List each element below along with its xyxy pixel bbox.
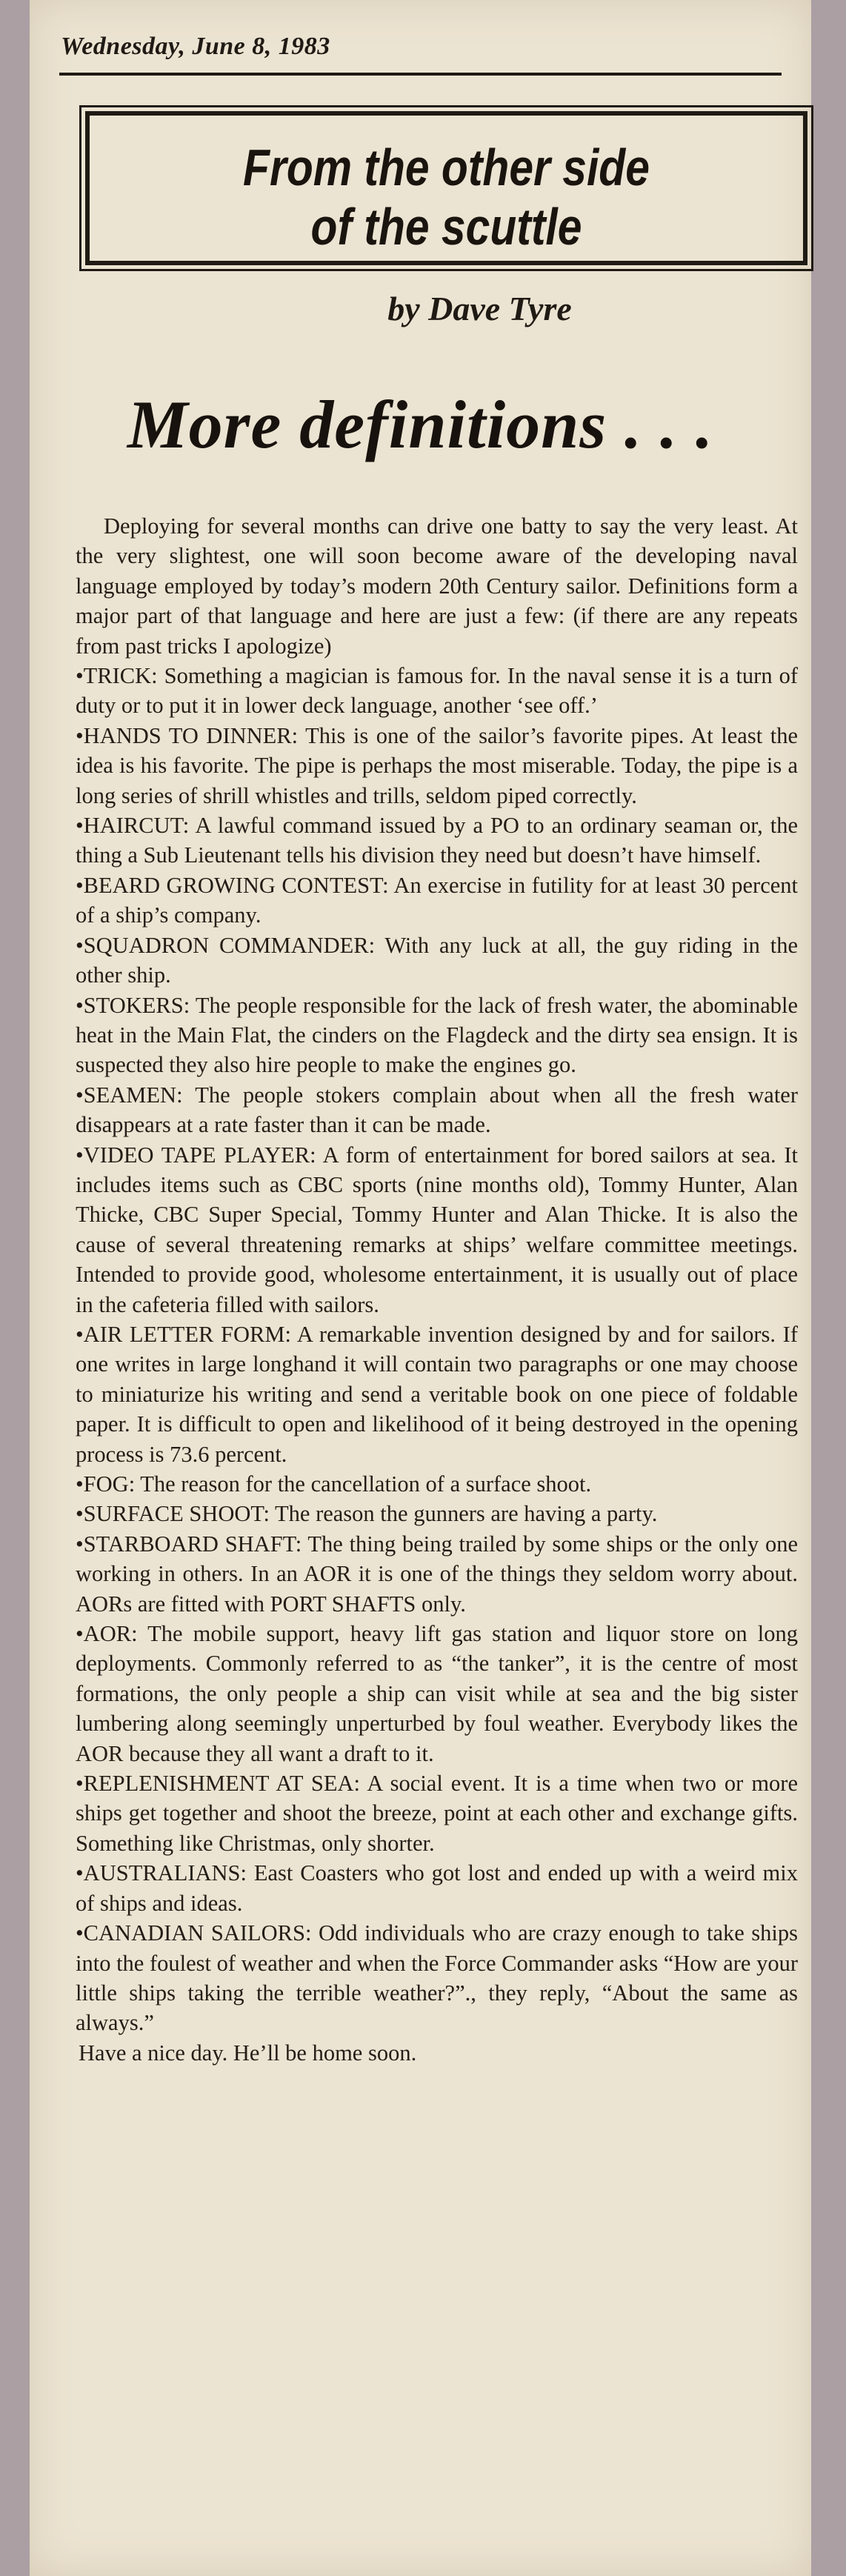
- definition-trick: •TRICK: Something a magician is famous for. In the naval sense it is a turn of duty or to put it in lower deck language, another ‘see off.’: [76, 663, 798, 719]
- newspaper-clipping: [30, 0, 811, 2576]
- definition-aor: •AOR: The mobile support, heavy lift gas station and liquor store on long deployments. Commonly referred to as “the tanker”, it is the centre of most formations, the only people a ship can visit while at sea and the big sister lumbering along seemingly unperturbed by foul weather. Everybody likes the AOR because they all want a draft to it.: [76, 1621, 798, 1766]
- definition-beard-growing-contest: •BEARD GROWING CONTEST: An exercise in futility for at least 30 percent of a ship’s company.: [76, 872, 798, 928]
- definition-starboard-shaft: •STARBOARD SHAFT: The thing being trailed by some ships or the only one working in others. In an AOR it is one of the things they seldom worry about. AORs are fitted with PORT SHAFTS only.: [76, 1531, 798, 1617]
- definition-stokers: •STOKERS: The people responsible for the lack of fresh water, the abominable heat in the Main Flat, the cinders on the Flagdeck and the dirty sea ensign. It is suspected they also hire people to make the engines go.: [76, 992, 798, 1078]
- definition-seamen: •SEAMEN: The people stokers complain about when all the fresh water disappears at a rate faster than it can be made.: [76, 1082, 798, 1138]
- definition-australians: •AUSTRALIANS: East Coasters who got lost and ended up with a weird mix of ships and ideas.: [76, 1860, 798, 1916]
- intro-paragraph: Deploying for several months can drive one batty to say the very least. At the very slightest, one will soon become aware of the developing naval language employed by today’s modern 20th Century sailor. Definitions form a major part of that language and here are just a few: (if there are any repeats from past tricks I apologize): [76, 513, 798, 659]
- column-title-line-1: From the other side: [243, 139, 650, 196]
- column-title-box: [85, 111, 807, 265]
- dateline-rule: [59, 73, 782, 76]
- definition-video-tape-player: •VIDEO TAPE PLAYER: A form of entertainment for bored sailors at sea. It includes items such as CBC sports (nine months old), Tommy Hunter, Alan Thicke, CBC Super Special, Tommy Hunter and Alan Thicke. It is also the cause of several threatening remarks at ships’ welfare committee meetings. Intended to provide good, wholesome entertainment, it is usually out of place in the cafeteria filled with sailors.: [76, 1142, 798, 1317]
- definition-fog: •FOG: The reason for the cancellation of a surface shoot.: [76, 1471, 592, 1497]
- column-title-line-2: of the scuttle: [310, 198, 582, 256]
- definition-canadian-sailors: •CANADIAN SAILORS: Odd individuals who are crazy enough to take ships into the foulest of weather and when the Force Commander asks “How are your little ships taking the terrible weather?”., they reply, “About the same as always.”: [76, 1920, 798, 2036]
- definition-haircut: •HAIRCUT: A lawful command issued by a PO to an ordinary seaman or, the thing a Sub Lieutenant tells his division they need but doesn’t have himself.: [76, 813, 798, 868]
- byline: by Dave Tyre: [387, 290, 572, 327]
- definition-replenishment-at-sea: •REPLENISHMENT AT SEA: A social event. It is a time when two or more ships get together and shoot the breeze, point at each other and exchange gifts. Something like Christmas, only shorter.: [76, 1771, 798, 1856]
- definition-squadron-commander: •SQUADRON COMMANDER: With any luck at all, the guy riding in the other ship.: [76, 932, 798, 988]
- dateline: Wednesday, June 8, 1983: [61, 33, 330, 60]
- definition-air-letter-form: •AIR LETTER FORM: A remarkable invention designed by and for sailors. If one writes in large longhand it will contain two paragraphs or one may choose to miniaturize his writing and send a veritable book on one piece of foldable paper. It is difficult to open and likelihood of it being destroyed in the opening process is 73.6 percent.: [76, 1321, 798, 1467]
- signoff: Have a nice day. He’ll be home soon.: [79, 2040, 417, 2066]
- headline: More definitions . . .: [127, 387, 714, 462]
- definition-surface-shoot: •SURFACE SHOOT: The reason the gunners are having a party.: [76, 1501, 658, 1527]
- article-body: [76, 511, 798, 2068]
- definition-hands-to-dinner: •HANDS TO DINNER: This is one of the sailor’s favorite pipes. At least the idea is his favorite. The pipe is perhaps the most miserable. Today, the pipe is a long series of shrill whistles and trills, seldom piped correctly.: [76, 722, 798, 808]
